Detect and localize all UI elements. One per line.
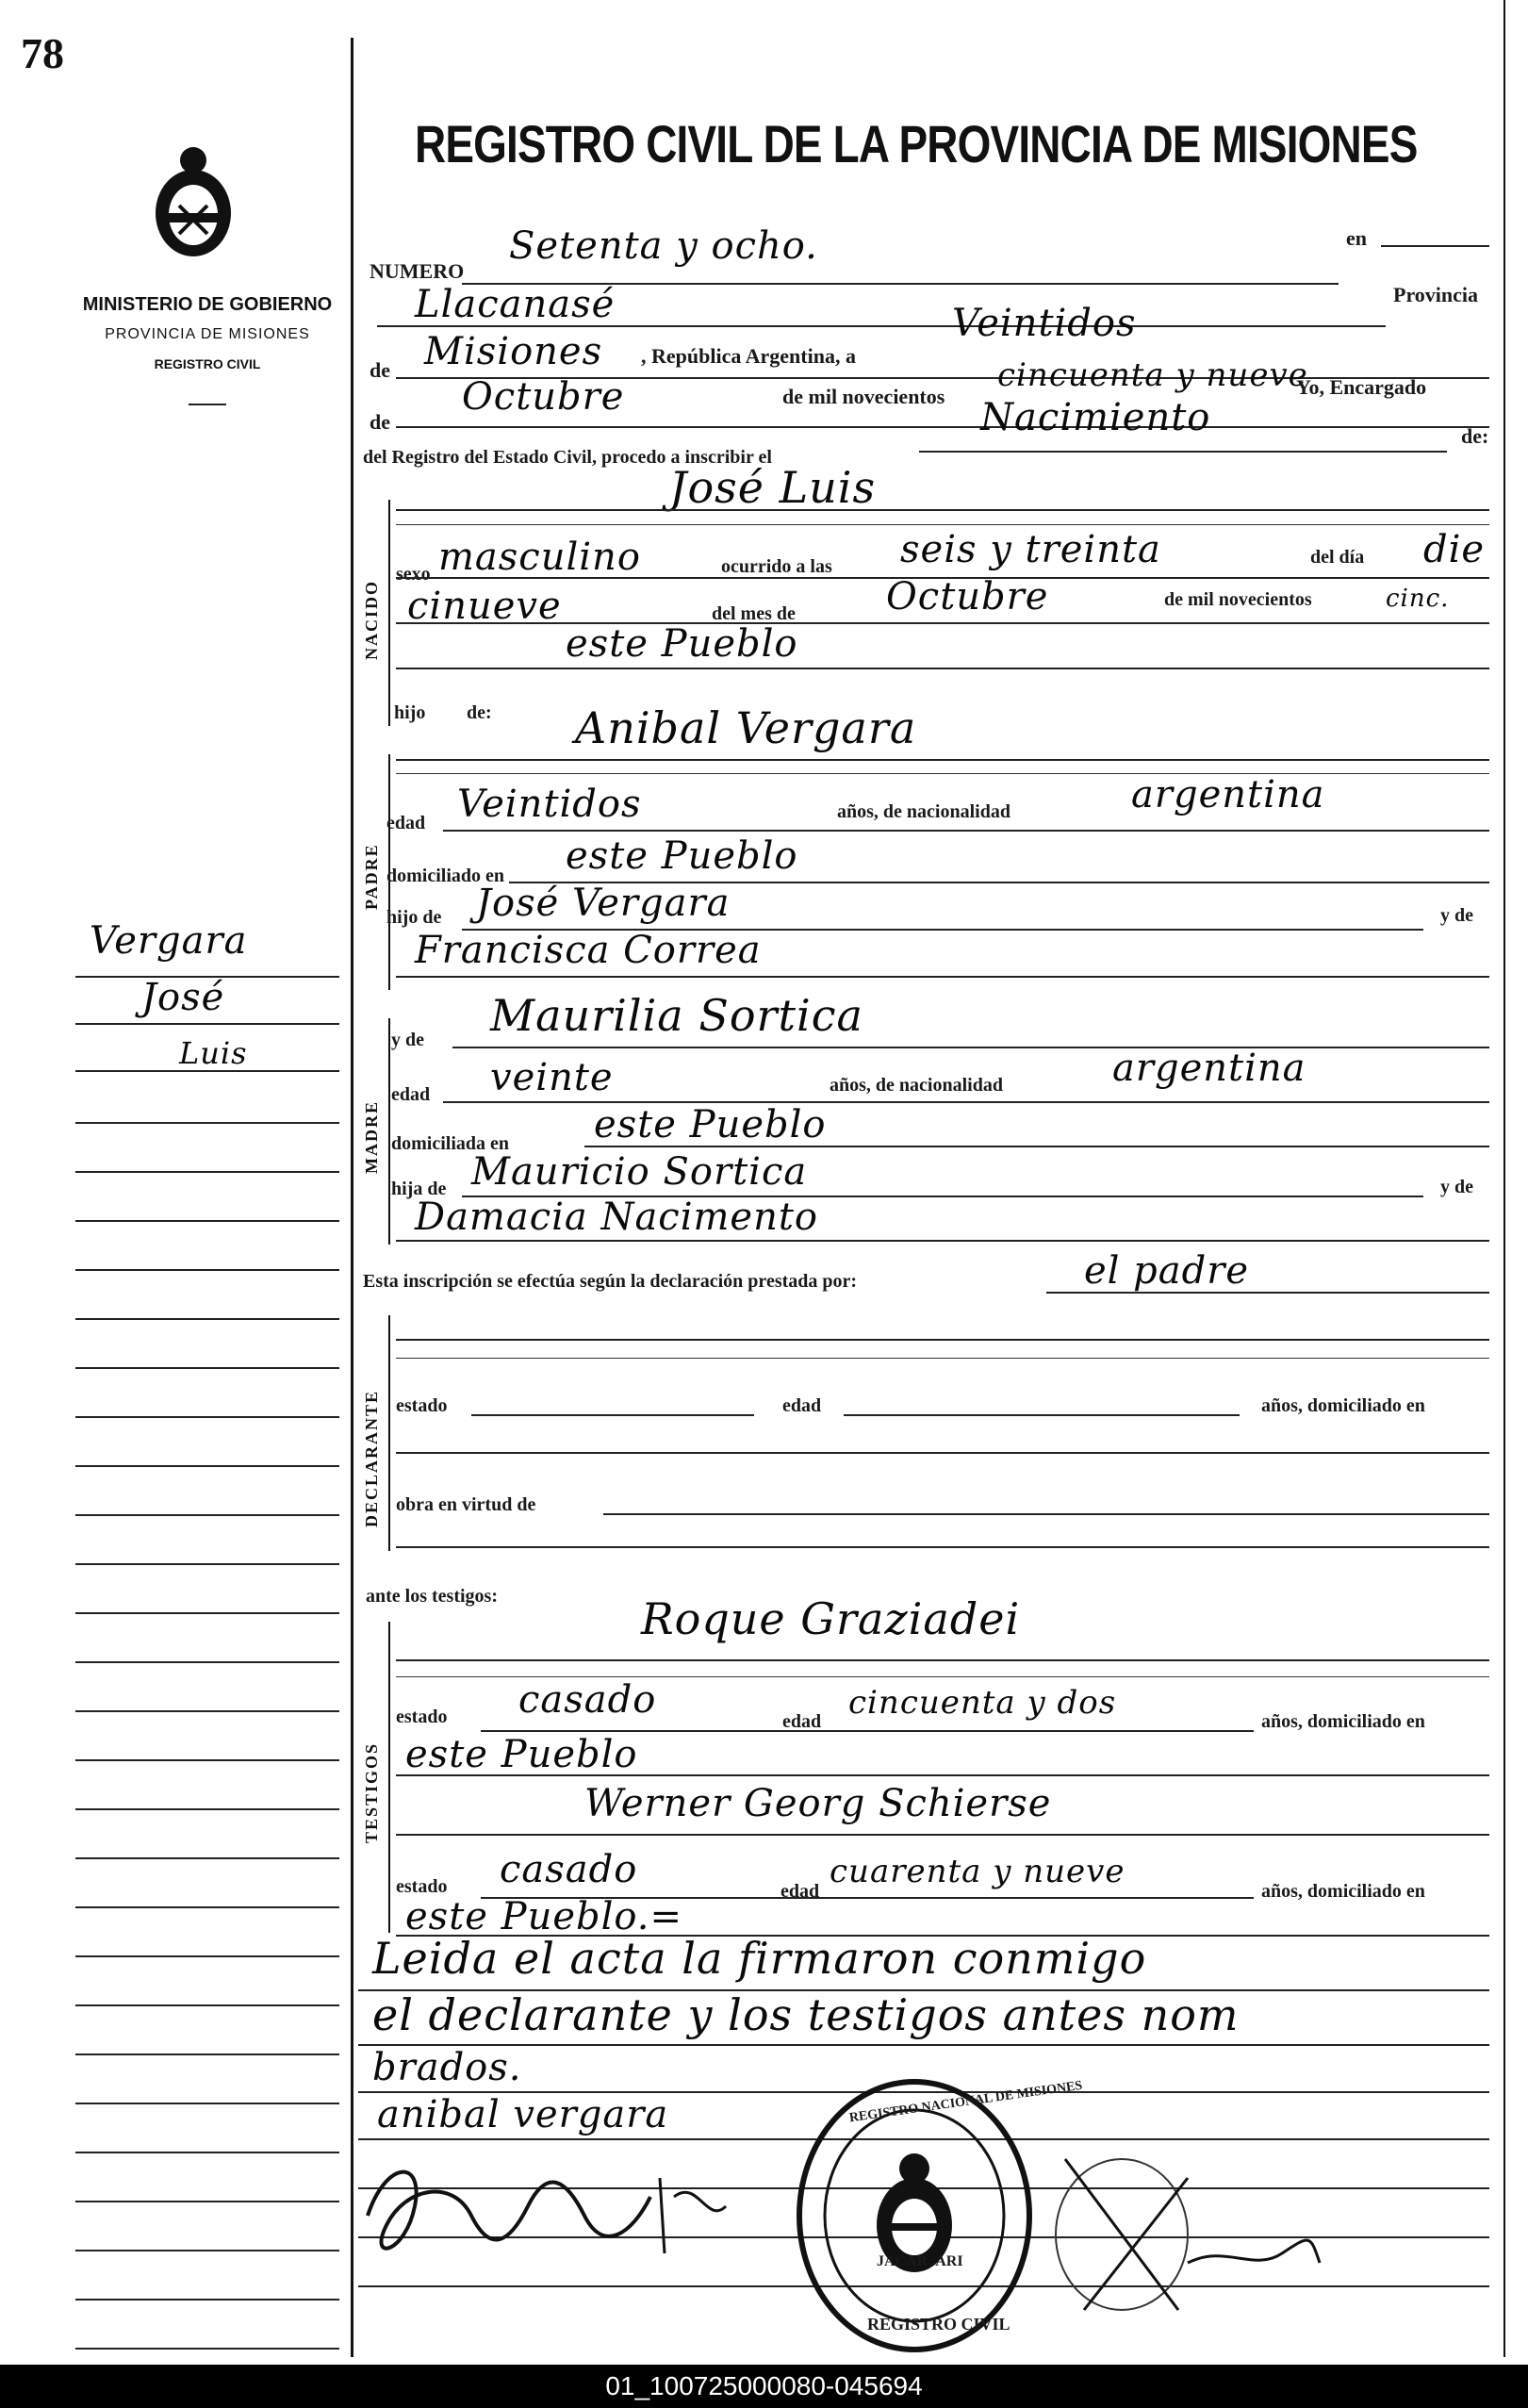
nacido-name: José Luis (669, 462, 877, 513)
dia-value-2: cinueve (407, 585, 562, 628)
hora-value: seis y treinta (900, 528, 1161, 571)
padre-domicilio-label: domiciliado en (386, 866, 505, 886)
declaracion-label: Esta inscripción se efectúa según la declaración prestada por: (363, 1271, 858, 1292)
signature-graziadei (349, 2140, 745, 2282)
numero-value: Setenta y ocho. (509, 224, 818, 268)
nacido-label: NACIDO (362, 579, 381, 660)
republic-label: , República Argentina, a (641, 344, 856, 368)
t2-edad-label: edad (780, 1881, 820, 1902)
padre-y-de: y de (1440, 905, 1473, 926)
closing-line-1: Leida el acta la firmaron conmigo (372, 1933, 1147, 1984)
padre-edad-label: edad (386, 813, 426, 833)
padre-domicilio-value: este Pueblo (566, 834, 798, 878)
year-value: cincuenta y nueve (997, 356, 1308, 394)
padre-anos-label: años, de nacionalidad (837, 801, 1010, 822)
madre-hija-de-label: hija de (391, 1179, 447, 1199)
closing-line-2: el declarante y los testigos antes nom (372, 1989, 1240, 2040)
t1-anos-label: años, domiciliado en (1261, 1711, 1425, 1732)
declaracion-value: el padre (1084, 1249, 1250, 1293)
coat-of-arms-icon (151, 140, 236, 262)
padre-edad-value: Veintidos (457, 783, 642, 826)
hijo-suffix: de: (467, 702, 492, 723)
declarante-anos-label: años, domiciliado en (1261, 1395, 1425, 1416)
madre-nacionalidad-value: argentina (1112, 1047, 1306, 1090)
t1-estado-value: casado (518, 1678, 657, 1722)
madre-label: MADRE (362, 1100, 381, 1174)
signature-anibal: anibal vergara (377, 2093, 669, 2136)
dia-value: die (1423, 528, 1486, 571)
madre-domicilio-value: este Pueblo (594, 1103, 827, 1146)
place-value: Llacanasé (415, 283, 616, 326)
ocurrido-label: ocurrido a las (721, 556, 832, 577)
madre-edad-value: veinte (490, 1056, 614, 1099)
declarante-edad-label: edad (782, 1395, 822, 1416)
mil-label-2: de mil novecientos (1164, 589, 1312, 610)
mil-label: de mil novecientos (782, 385, 945, 408)
madre-name: Maurilia Sortica (490, 990, 863, 1041)
declarante-estado-label: estado (396, 1395, 448, 1416)
registro-label: del Registro del Estado Civil, procedo a inscribir el (363, 447, 772, 468)
page-number: 78 (21, 29, 64, 77)
t2-name: Werner Georg Schierse (584, 1782, 1052, 1825)
t1-estado-label: estado (396, 1707, 448, 1727)
yo-label: Yo, Encargado (1296, 375, 1427, 399)
ministry-line-1: MINISTERIO DE GOBIERNO (82, 294, 333, 315)
month-value: Octubre (462, 375, 625, 419)
seal-bottom-text: REGISTRO CIVIL (867, 2315, 1010, 2334)
margin-note-line-3: Luis (179, 1035, 248, 1071)
lugar-value: este Pueblo (566, 622, 798, 666)
madre-anos-label: años, de nacionalidad (830, 1075, 1003, 1096)
declarante-obra-label: obra en virtud de (396, 1494, 536, 1515)
padre-hijo-de-value: José Vergara (476, 882, 731, 925)
madre-y-de: y de (1440, 1177, 1473, 1197)
footer-id: 01_100725000080-045694 (0, 2365, 1528, 2408)
provincia-label: Provincia (1393, 283, 1479, 306)
de-colon: de: (1461, 424, 1489, 448)
ministry-line-2: PROVINCIA DE MISIONES (105, 326, 310, 342)
t1-domicilio-value: este Pueblo (405, 1733, 638, 1776)
seal-top-text: REGISTRO NACIONAL DE MISIONES (848, 2078, 1084, 2126)
hijo-label: hijo (394, 702, 426, 723)
padre-hijo-de-label: hijo de (386, 907, 442, 928)
mes-label: del mes de (712, 603, 796, 624)
t1-edad-value: cincuenta y dos (848, 1684, 1117, 1722)
sexo-label: sexo (396, 564, 431, 585)
act-type: Nacimiento (980, 396, 1211, 439)
ministry-line-3: REGISTRO CIVIL (154, 356, 261, 371)
mes-value: Octubre (886, 575, 1049, 618)
page-title: REGISTRO CIVIL DE LA PROVINCIA DE MISIONES (415, 114, 1418, 173)
t2-estado-label: estado (396, 1876, 448, 1897)
margin-note-line-2: José (141, 976, 225, 1019)
margin-note-line-1: Vergara (90, 919, 248, 963)
testigos-label: TESTIGOS (362, 1741, 381, 1843)
sexo-value: masculino (438, 536, 641, 579)
madre-madre-value: Damacia Nacimento (415, 1196, 819, 1239)
nacido-year-value: cinc. (1386, 585, 1450, 613)
t2-anos-label: años, domiciliado en (1261, 1881, 1425, 1902)
registrar-signature (1046, 2121, 1329, 2348)
day-value: Veintidos (952, 302, 1137, 345)
t1-edad-label: edad (782, 1711, 822, 1732)
province-value: Misiones (424, 330, 603, 373)
de-label: de (370, 358, 390, 382)
seal-city: JACAR..ARI (877, 2253, 963, 2269)
padre-label: PADRE (362, 843, 381, 910)
t1-name: Roque Graziadei (641, 1593, 1021, 1644)
testigos-intro: ante los testigos: (366, 1586, 498, 1607)
padre-madre-value: Francisca Correa (415, 929, 762, 972)
t2-domicilio-value: este Pueblo.= (405, 1895, 683, 1938)
madre-y-de-label: y de (391, 1030, 424, 1050)
madre-edad-label: edad (391, 1084, 431, 1105)
madre-domicilio-label: domiciliada en (391, 1133, 510, 1154)
declarante-label: DECLARANTE (362, 1389, 381, 1527)
t2-estado-value: casado (500, 1848, 638, 1891)
de-label-2: de (370, 410, 390, 434)
closing-line-3: brados. (372, 2046, 522, 2089)
en-label: en (1346, 226, 1367, 250)
madre-hija-de-value: Mauricio Sortica (471, 1150, 808, 1194)
t2-edad-value: cuarenta y nueve (830, 1853, 1125, 1890)
numero-label: NUMERO (370, 259, 465, 283)
padre-nacionalidad-value: argentina (1131, 773, 1325, 816)
del-dia-label: del día (1310, 547, 1365, 568)
padre-name: Anibal Vergara (575, 702, 917, 753)
